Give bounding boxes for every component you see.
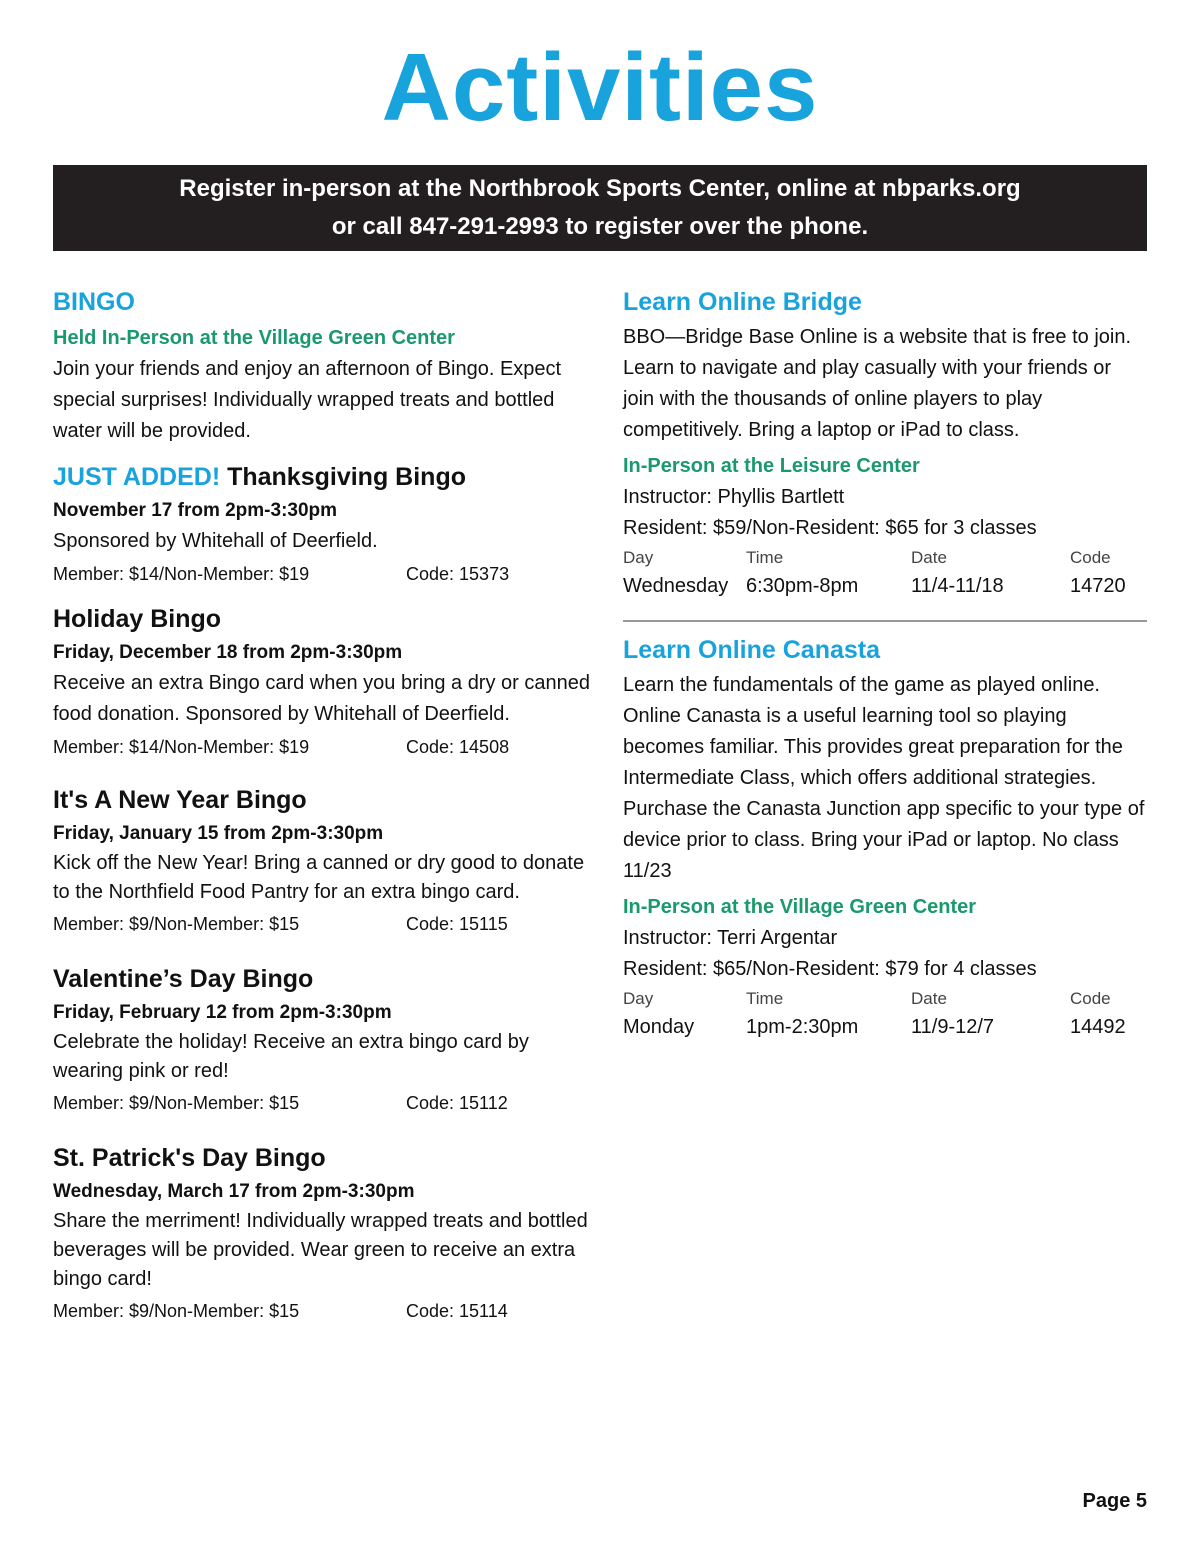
event-holiday-bingo	[53, 601, 598, 762]
cell-code: 14720	[1070, 575, 1126, 597]
banner-line-1: Register in-person at the Northbrook Sports Center, online at nbparks.org	[179, 175, 1021, 202]
table-header-row	[623, 987, 1147, 1011]
event-thanksgiving-bingo	[53, 459, 598, 589]
event-description: Sponsored by Whitehall of Deerfield.	[53, 530, 378, 552]
event-description: Kick off the New Year! Bring a canned or dry good to donate to the Northfield Food Pantry for an extra bingo card.	[53, 852, 585, 903]
event-date: Friday, January 15 from 2pm-3:30pm	[53, 823, 384, 844]
event-price: Member: $9/Non-Member: $15	[53, 914, 300, 934]
col-code-header: Code	[1070, 548, 1111, 567]
event-price-row	[53, 909, 598, 939]
cell-time: 6:30pm-8pm	[746, 575, 859, 597]
event-price: Member: $14/Non-Member: $19	[53, 737, 310, 757]
cell-date: 11/9-12/7	[911, 1016, 995, 1038]
col-date-header: Date	[911, 989, 947, 1008]
event-price: Member: $14/Non-Member: $19	[53, 564, 310, 584]
banner-line-2: or call 847-291-2993 to register over the phone.	[331, 213, 869, 240]
bingo-description: Join your friends and enjoy an afternoon of Bingo. Expect special surprises! Individually wrapped treats and bottled water will be provided.	[53, 358, 562, 442]
cards-column	[623, 282, 1147, 1043]
event-price: Member: $9/Non-Member: $15	[53, 1301, 300, 1321]
event-title: St. Patrick's Day Bingo	[53, 1144, 326, 1172]
just-added-label: JUST ADDED!	[53, 463, 221, 491]
bridge-instructor: Instructor: Phyllis Bartlett	[623, 486, 845, 508]
table-row	[623, 570, 1147, 602]
section-divider	[623, 620, 1147, 622]
cell-day: Wednesday	[623, 575, 729, 597]
table-header-row	[623, 546, 1147, 570]
event-price-row	[53, 732, 598, 762]
bridge-schedule-table	[623, 546, 1147, 602]
bridge-heading: Learn Online Bridge	[623, 288, 862, 316]
col-day-header: Day	[623, 548, 654, 567]
canasta-instructor: Instructor: Terri Argentar	[623, 927, 838, 949]
bridge-location: In-Person at the Leisure Center	[623, 455, 920, 477]
event-code: Code: 14508	[406, 737, 510, 757]
registration-banner	[53, 165, 1147, 251]
event-price: Member: $9/Non-Member: $15	[53, 1093, 300, 1113]
event-st-patricks-bingo	[53, 1140, 598, 1326]
event-code: Code: 15115	[406, 914, 508, 934]
bridge-description: BBO—Bridge Base Online is a website that is free to join. Learn to navigate and play casually with your friends or join with the thousands of online players to play competitively. Bring a laptop or iPad to class.	[623, 326, 1132, 441]
col-date-header: Date	[911, 548, 947, 567]
event-price-row	[53, 559, 598, 589]
cell-date: 11/4-11/18	[911, 575, 1004, 597]
cell-code: 14492	[1070, 1016, 1126, 1038]
canasta-fee: Resident: $65/Non-Resident: $79 for 4 classes	[623, 958, 1037, 980]
event-date: Wednesday, March 17 from 2pm-3:30pm	[53, 1181, 415, 1202]
event-description: Receive an extra Bingo card when you bring a dry or canned food donation. Sponsored by Whitehall of Deerfield.	[53, 672, 590, 725]
col-time-header: Time	[746, 548, 784, 567]
event-title: Valentine’s Day Bingo	[53, 965, 314, 993]
event-title	[53, 459, 598, 495]
event-date: Friday, February 12 from 2pm-3:30pm	[53, 1002, 392, 1023]
cell-time: 1pm-2:30pm	[746, 1016, 859, 1038]
bridge-fee: Resident: $59/Non-Resident: $65 for 3 classes	[623, 517, 1037, 539]
event-date: November 17 from 2pm-3:30pm	[53, 500, 338, 521]
event-code: Code: 15114	[406, 1301, 508, 1321]
event-valentines-bingo	[53, 961, 598, 1118]
event-date: Friday, December 18 from 2pm-3:30pm	[53, 642, 403, 663]
event-price-row	[53, 1088, 598, 1118]
event-title: It's A New Year Bingo	[53, 786, 307, 814]
bingo-location: Held In-Person at the Village Green Center	[53, 327, 455, 349]
page-title: Activities	[381, 34, 819, 141]
event-new-year-bingo	[53, 782, 598, 939]
event-title-text: Thanksgiving Bingo	[227, 463, 466, 491]
bingo-column	[53, 282, 598, 1326]
cell-day: Monday	[623, 1016, 695, 1038]
event-description: Celebrate the holiday! Receive an extra bingo card by wearing pink or red!	[53, 1031, 529, 1082]
event-description: Share the merriment! Individually wrapped treats and bottled beverages will be provided. Wear green to receive an extra bingo card!	[53, 1210, 588, 1290]
table-row	[623, 1011, 1147, 1043]
page-number: Page 5	[1082, 1490, 1147, 1512]
col-day-header: Day	[623, 989, 654, 1008]
event-code: Code: 15373	[406, 564, 510, 584]
col-code-header: Code	[1070, 989, 1111, 1008]
event-price-row	[53, 1296, 598, 1326]
canasta-description: Learn the fundamentals of the game as played online. Online Canasta is a useful learning tool so playing becomes familiar. This provides great preparation for the Intermediate Class, which offers additional strategies. Purchase the Canasta Junction app specific to your type of device prior to class. Bring your iPad or laptop. No class 11/23	[623, 674, 1145, 882]
event-code: Code: 15112	[406, 1093, 508, 1113]
canasta-schedule-table	[623, 987, 1147, 1043]
event-title: Holiday Bingo	[53, 605, 222, 633]
canasta-heading: Learn Online Canasta	[623, 636, 881, 664]
canasta-location: In-Person at the Village Green Center	[623, 896, 977, 918]
col-time-header: Time	[746, 989, 784, 1008]
bingo-heading: BINGO	[53, 288, 135, 316]
